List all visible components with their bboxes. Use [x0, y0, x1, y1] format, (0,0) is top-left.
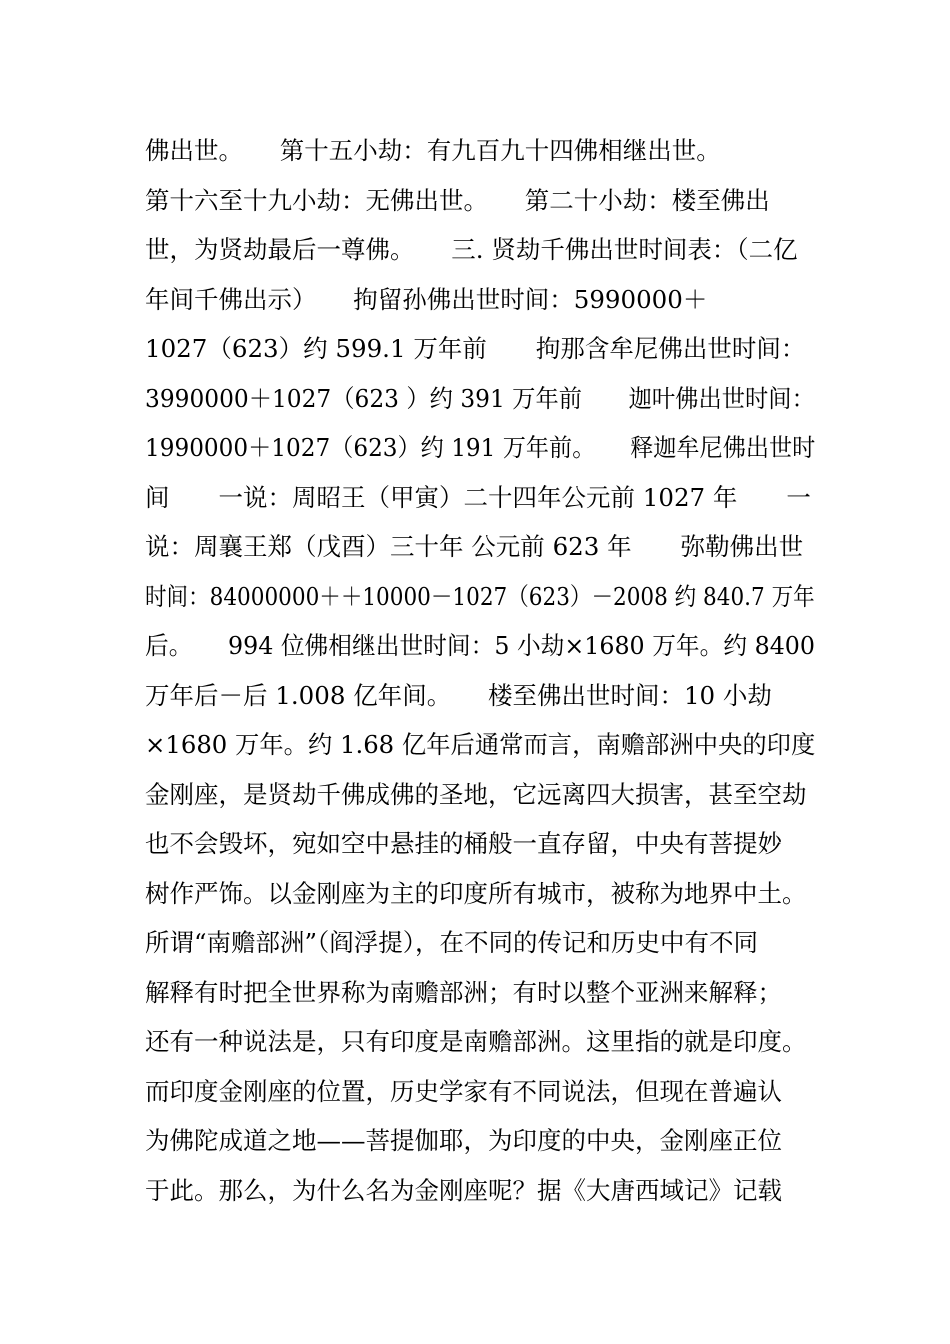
text-line-6: 3990000＋1027（623 ）约 391 万年前 迦叶佛出世时间： [145, 383, 815, 413]
text-line-5: 1027（623）约 599.1 万年前 拘那含牟尼佛出世时间： [145, 334, 806, 363]
text-line-21: 为佛陀成道之地——菩提伽耶，为印度的中央，金刚座正位 [145, 1126, 782, 1155]
text-line-19: 还有一种说法是，只有印度是南赡部洲。这里指的就是印度。 [145, 1027, 807, 1056]
text-line-20: 而印度金刚座的位置，历史学家有不同说法，但现在普遍认 [145, 1076, 782, 1106]
text-line-11: 后。 994 位佛相继出世时间：5 小劫×1680 万年。约 8400 [145, 631, 815, 660]
text-line-4: 年间千佛出示） 拘留孙佛出世时间：5990000＋ [145, 284, 708, 314]
text-line-13: ×1680 万年。约 1.68 亿年后通常而言，南赡部洲中央的印度 [145, 730, 816, 759]
text-line-14: 金刚座，是贤劫千佛成佛的圣地，它远离四大损害，甚至空劫 [145, 779, 807, 809]
text-line-9: 说：周襄王郑（戊酉）三十年 公元前 623 年 弥勒佛出世 [145, 532, 804, 561]
text-line-1: 佛出世。 第十五小劫：有九百九十四佛相继出世。 [145, 136, 721, 165]
text-line-7: 1990000＋1027（623）约 191 万年前。 释迦牟尼佛出世时 [145, 433, 816, 462]
text-line-15: 也不会毁坏，宛如空中悬挂的桶般一直存留，中央有菩提妙 [145, 829, 782, 858]
text-line-22: 于此。那么，为什么名为金刚座呢？据《大唐西域记》记载 [145, 1175, 782, 1205]
text-line-12: 万年后－后 1.008 亿年间。 楼至佛出世时间：10 小劫 [145, 680, 772, 710]
text-line-8: 间 一说：周昭王（甲寅）二十四年公元前 1027 年 一 [145, 482, 811, 512]
text-line-16: 树作严饰。以金刚座为主的印度所有城市，被称为地界中土。 [145, 878, 807, 908]
text-line-3: 世，为贤劫最后一尊佛。 三. 贤劫千佛出世时间表：（二亿 [145, 235, 798, 264]
body-text [145, 126, 815, 1215]
text-line-17: 所谓“南赡部洲”（阎浮提），在不同的传记和历史中有不同 [145, 928, 759, 957]
text-line-10: 时间：84000000＋＋10000－1027（623）－2008 约 840.7 万年 [145, 581, 815, 611]
text-line-18: 解释有时把全世界称为南赡部洲；有时以整个亚洲来解释； [145, 977, 782, 1007]
text-line-2: 第十六至十九小劫：无佛出世。 第二十小劫：楼至佛出 [145, 185, 770, 215]
